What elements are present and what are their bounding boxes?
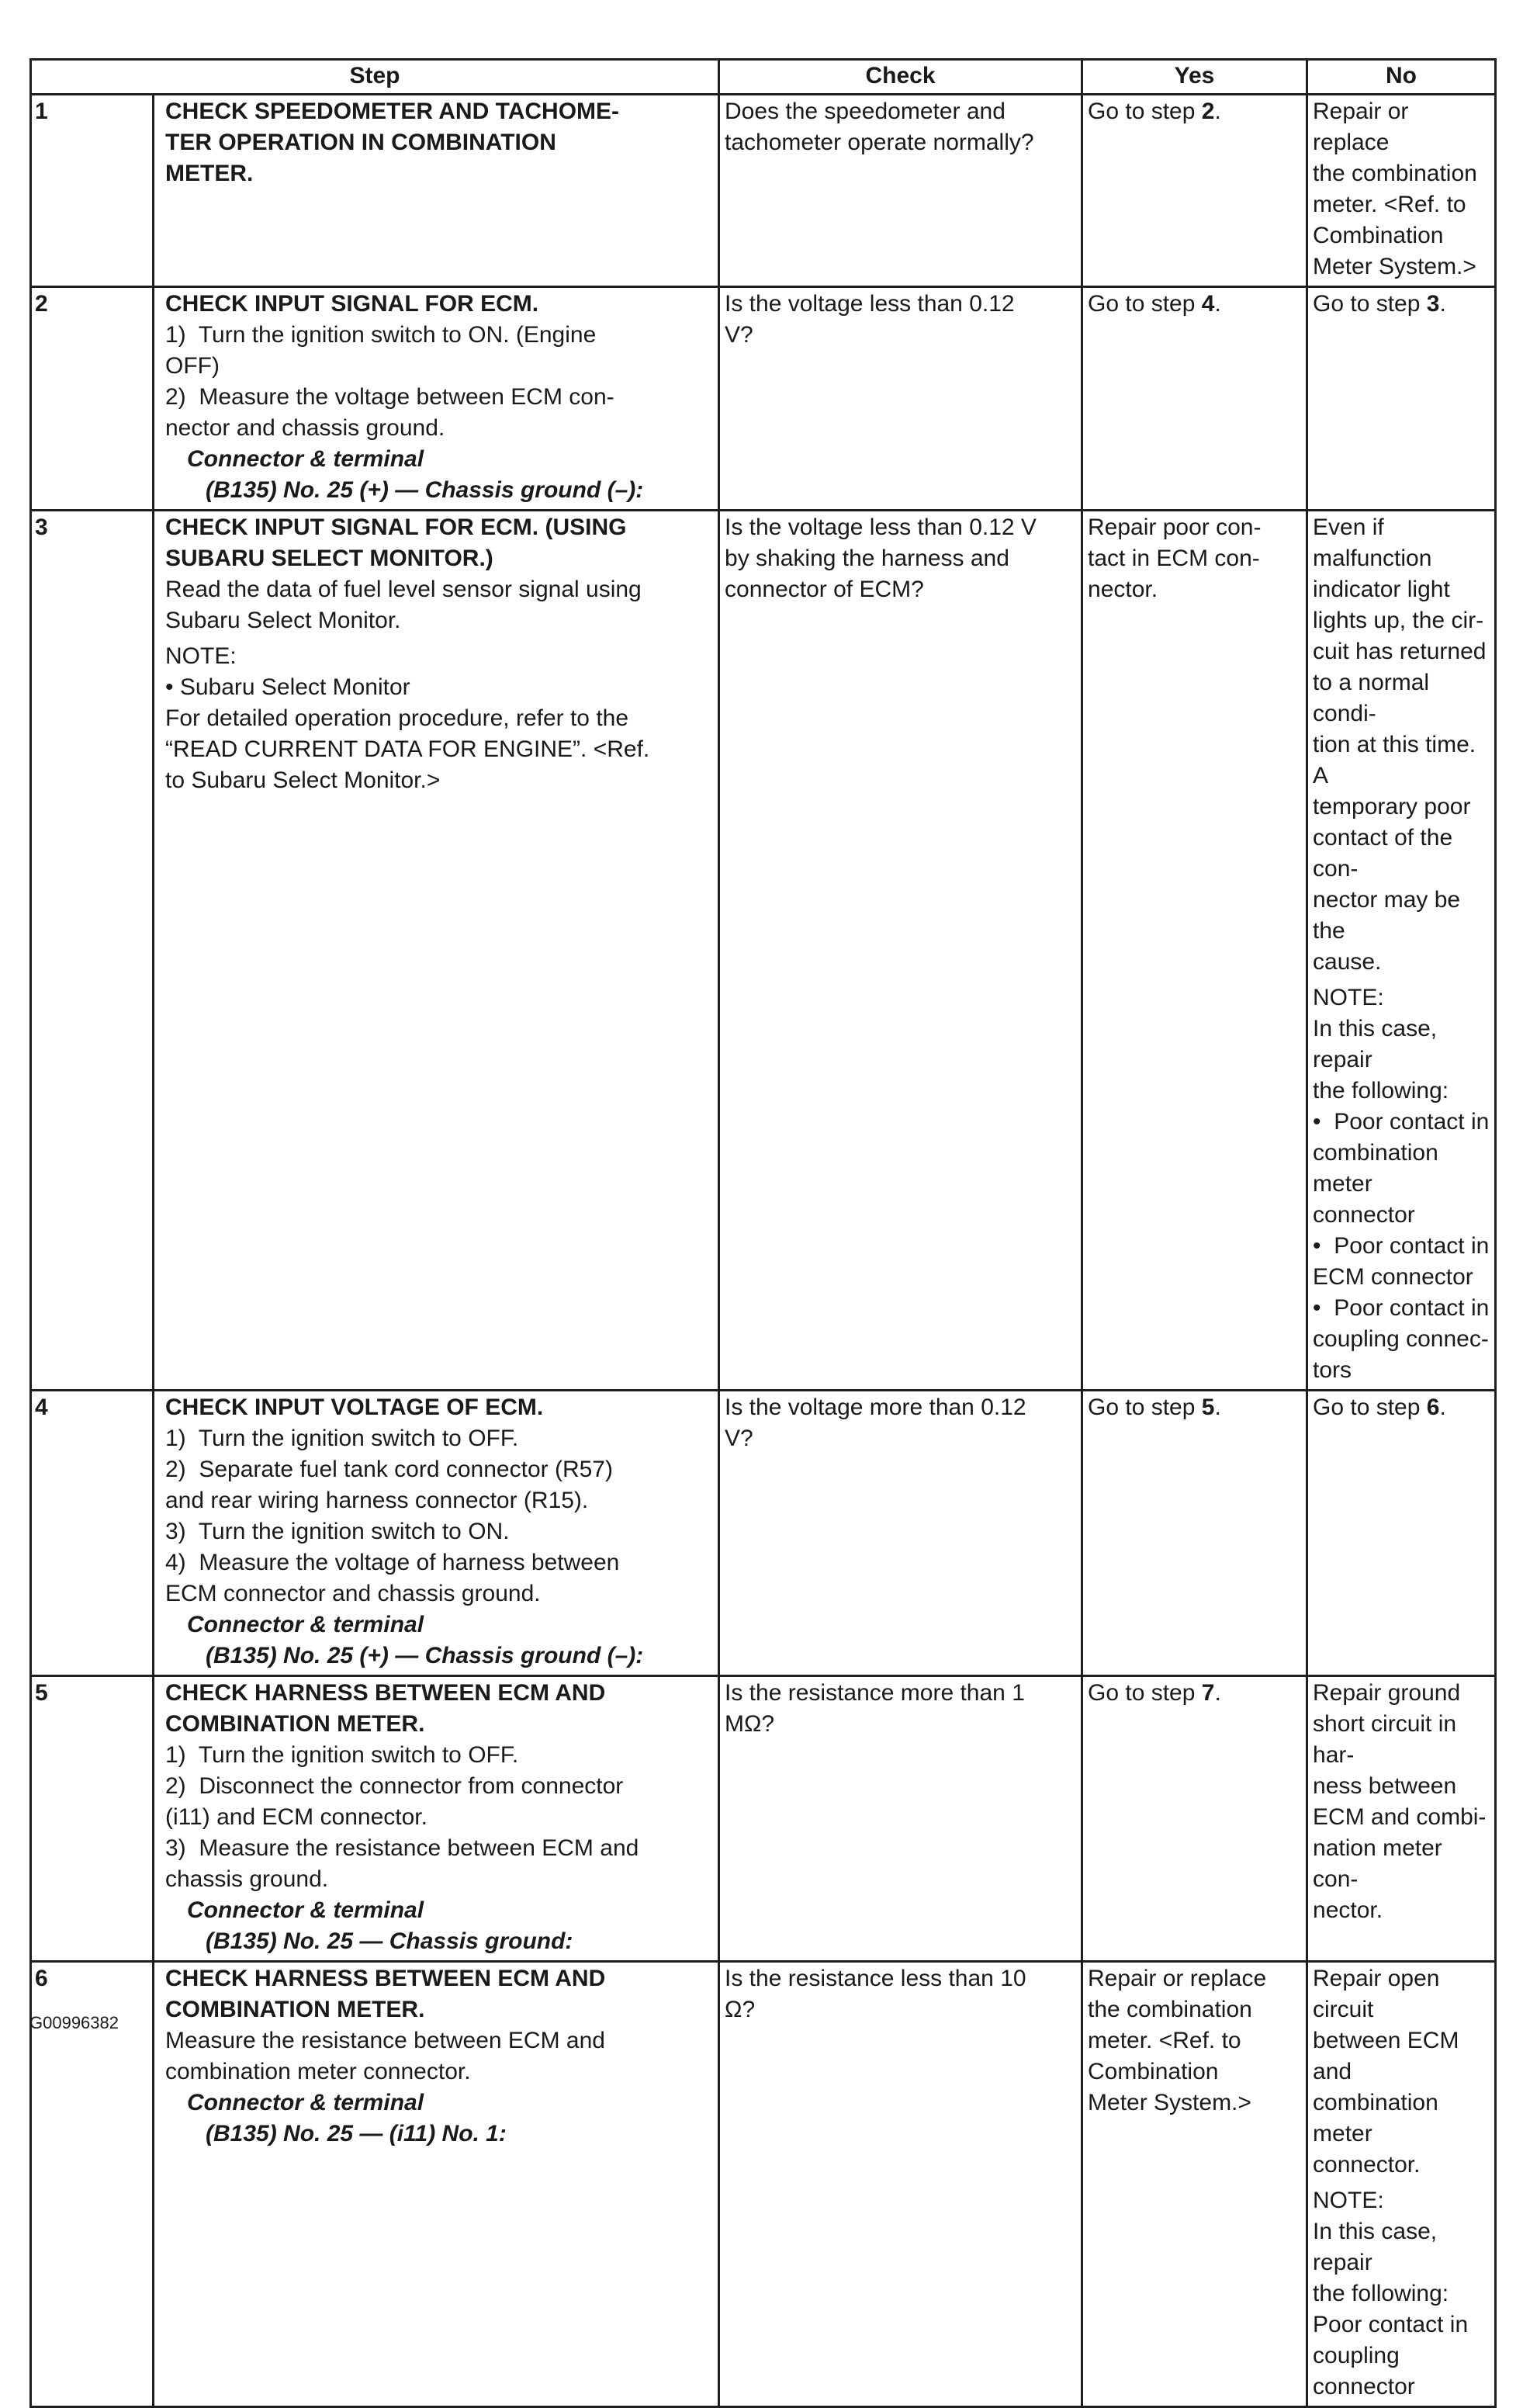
yes-action xyxy=(1082,95,1307,287)
no-note-line: • Poor contact in coupling connec- tors xyxy=(1313,1295,1490,1383)
step-title: CHECK HARNESS BETWEEN ECM AND COMBINATION METER. xyxy=(165,1680,606,1737)
yes-text-main: Go to step xyxy=(1088,99,1202,124)
connector-terminal-label: Connector & terminal xyxy=(187,2090,424,2115)
step-instruction: 1) Turn the ignition switch to OFF. xyxy=(165,1426,519,1451)
step-title: CHECK HARNESS BETWEEN ECM AND COMBINATION METER. xyxy=(165,1966,606,2022)
yes-text-suffix: . xyxy=(1214,1680,1221,1706)
no-text xyxy=(1313,512,1490,978)
no-action xyxy=(1307,1676,1496,1962)
no-text xyxy=(1313,96,1490,282)
no-note-line: In this case, repair the following: xyxy=(1313,1016,1449,1104)
yes-text xyxy=(1088,1392,1301,1423)
step-note-line: • Subaru Select Monitor xyxy=(165,674,410,700)
step-number: 3 xyxy=(31,511,154,1391)
no-action xyxy=(1307,1962,1496,2407)
yes-action xyxy=(1082,1391,1307,1676)
step-description xyxy=(154,1676,719,1962)
connector-terminal-value: (B135) No. 25 — Chassis ground: xyxy=(206,1928,573,1954)
diagnostic-table xyxy=(29,58,1497,2408)
step-number: 4 xyxy=(31,1391,154,1676)
step-title: CHECK INPUT SIGNAL FOR ECM. xyxy=(165,291,539,317)
no-step-number: 3 xyxy=(1426,291,1440,317)
check-text: Is the voltage more than 0.12 V? xyxy=(725,1395,1026,1451)
yes-action xyxy=(1082,1676,1307,1962)
no-note-line: • Poor contact in combination meter connector xyxy=(1313,1109,1490,1228)
no-text-main: Repair or replace the combination meter. <Ref. to Combination Meter System.> xyxy=(1313,99,1477,279)
step-number: 6 xyxy=(31,1962,154,2407)
check-question xyxy=(719,511,1082,1391)
step-number: 1 xyxy=(31,95,154,287)
no-text xyxy=(1313,1678,1490,1926)
no-text-main: Repair open circuit between ECM and combination meter connector. xyxy=(1313,1966,1459,2178)
no-text-main: Go to step xyxy=(1313,1395,1427,1420)
table-row xyxy=(31,287,1496,511)
step-instruction: 2) Disconnect the connector from connector (i11) and ECM connector. xyxy=(165,1773,624,1830)
yes-action xyxy=(1082,1962,1307,2407)
connector-terminal-label: Connector & terminal xyxy=(187,1612,424,1637)
yes-step-number: 5 xyxy=(1201,1395,1215,1420)
step-instruction: Read the data of fuel level sensor signal using Subaru Select Monitor. xyxy=(165,577,642,633)
header-no: No xyxy=(1307,60,1496,95)
step-instruction: 1) Turn the ignition switch to ON. (Engine OFF) xyxy=(165,322,597,379)
yes-text xyxy=(1088,1963,1301,2119)
connector-terminal-value: (B135) No. 25 (+) — Chassis ground (–): xyxy=(206,477,644,503)
check-text: Is the resistance more than 1 MΩ? xyxy=(725,1680,1025,1737)
step-number: 5 xyxy=(31,1676,154,1962)
yes-text-main: Go to step xyxy=(1088,1395,1202,1420)
check-question xyxy=(719,287,1082,511)
step-description xyxy=(154,95,719,287)
table-row xyxy=(31,95,1496,287)
yes-text-main: Go to step xyxy=(1088,291,1202,317)
no-text xyxy=(1313,1392,1490,1423)
yes-step-number: 7 xyxy=(1201,1680,1215,1706)
connector-terminal-label: Connector & terminal xyxy=(187,1897,424,1923)
yes-text xyxy=(1088,96,1301,127)
step-instruction: 4) Measure the voltage of harness between ECM connector and chassis ground. xyxy=(165,1550,620,1606)
yes-text-suffix: . xyxy=(1214,99,1221,124)
connector-terminal-value: (B135) No. 25 (+) — Chassis ground (–): xyxy=(206,1643,644,1668)
step-instruction: 2) Measure the voltage between ECM con- nector and chassis ground. xyxy=(165,384,614,441)
no-text xyxy=(1313,1963,1490,2181)
no-note-line: In this case, repair the following: Poor contact in coupling connector xyxy=(1313,2219,1469,2399)
figure-id: G00996382 xyxy=(29,2013,119,2032)
no-text-main: Repair ground short circuit in har- ness between ECM and combi- nation meter con- nector. xyxy=(1313,1680,1487,1923)
yes-text-suffix: . xyxy=(1214,1395,1221,1420)
step-instruction: 1) Turn the ignition switch to OFF. xyxy=(165,1742,519,1768)
no-action xyxy=(1307,287,1496,511)
no-text-suffix: . xyxy=(1439,291,1446,317)
header-yes: Yes xyxy=(1082,60,1307,95)
check-question xyxy=(719,1391,1082,1676)
no-note-label: NOTE: xyxy=(1313,985,1384,1010)
step-title: CHECK INPUT SIGNAL FOR ECM. (USING SUBARU SELECT MONITOR.) xyxy=(165,515,627,571)
check-question xyxy=(719,1676,1082,1962)
check-question xyxy=(719,1962,1082,2407)
no-text-main: Go to step xyxy=(1313,291,1427,317)
check-text: Is the voltage less than 0.12 V? xyxy=(725,291,1015,348)
no-text xyxy=(1313,289,1490,320)
check-text: Is the voltage less than 0.12 V by shaking the harness and connector of ECM? xyxy=(725,515,1037,602)
yes-text-suffix: . xyxy=(1214,291,1221,317)
table-row xyxy=(31,511,1496,1391)
no-action xyxy=(1307,95,1496,287)
yes-text-main: Repair poor con- tact in ECM con- nector. xyxy=(1088,515,1262,602)
table-row xyxy=(31,1962,1496,2407)
no-note-line: • Poor contact in ECM connector xyxy=(1313,1233,1490,1290)
yes-action xyxy=(1082,287,1307,511)
step-description xyxy=(154,287,719,511)
yes-text xyxy=(1088,1678,1301,1709)
step-note-label: NOTE: xyxy=(165,643,237,669)
yes-action xyxy=(1082,511,1307,1391)
table-body xyxy=(31,95,1496,2407)
yes-text-main: Go to step xyxy=(1088,1680,1202,1706)
header-step: Step xyxy=(31,60,719,95)
table-row xyxy=(31,1676,1496,1962)
step-note-line: For detailed operation procedure, refer to the “READ CURRENT DATA FOR ENGINE”. <Ref. to Subaru Select Monitor.> xyxy=(165,705,650,793)
connector-terminal-label: Connector & terminal xyxy=(187,446,424,472)
step-instruction: Measure the resistance between ECM and combination meter connector. xyxy=(165,2028,605,2084)
table-row xyxy=(31,1391,1496,1676)
step-number: 2 xyxy=(31,287,154,511)
step-description xyxy=(154,1391,719,1676)
yes-step-number: 2 xyxy=(1201,99,1215,124)
check-question xyxy=(719,95,1082,287)
step-instruction: 3) Measure the resistance between ECM and chassis ground. xyxy=(165,1835,639,1892)
step-description xyxy=(154,511,719,1391)
check-text: Is the resistance less than 10 Ω? xyxy=(725,1966,1026,2022)
no-text-suffix: . xyxy=(1439,1395,1446,1420)
yes-text-main: Repair or replace the combination meter. <Ref. to Combination Meter System.> xyxy=(1088,1966,1267,2115)
no-note-label: NOTE: xyxy=(1313,2188,1384,2213)
yes-step-number: 4 xyxy=(1201,291,1215,317)
step-description xyxy=(154,1962,719,2407)
connector-terminal-value: (B135) No. 25 — (i11) No. 1: xyxy=(206,2121,507,2146)
no-step-number: 6 xyxy=(1426,1395,1440,1420)
no-action xyxy=(1307,1391,1496,1676)
yes-text xyxy=(1088,512,1301,605)
check-text: Does the speedometer and tachometer operate normally? xyxy=(725,99,1034,155)
step-title: CHECK INPUT VOLTAGE OF ECM. xyxy=(165,1395,544,1420)
step-instruction: 2) Separate fuel tank cord connector (R57) and rear wiring harness connector (R15). xyxy=(165,1457,613,1513)
table-header-row xyxy=(31,60,1496,95)
step-title: CHECK SPEEDOMETER AND TACHOME- TER OPERATION IN COMBINATION METER. xyxy=(165,99,620,186)
header-check: Check xyxy=(719,60,1082,95)
step-instruction: 3) Turn the ignition switch to ON. xyxy=(165,1519,510,1544)
no-action xyxy=(1307,511,1496,1391)
yes-text xyxy=(1088,289,1301,320)
no-text-main: Even if malfunction indicator light lights up, the cir- cuit has returned to a normal condi- tion at this time. A temporary poor contact of the con- nector may be the cause. xyxy=(1313,515,1487,975)
